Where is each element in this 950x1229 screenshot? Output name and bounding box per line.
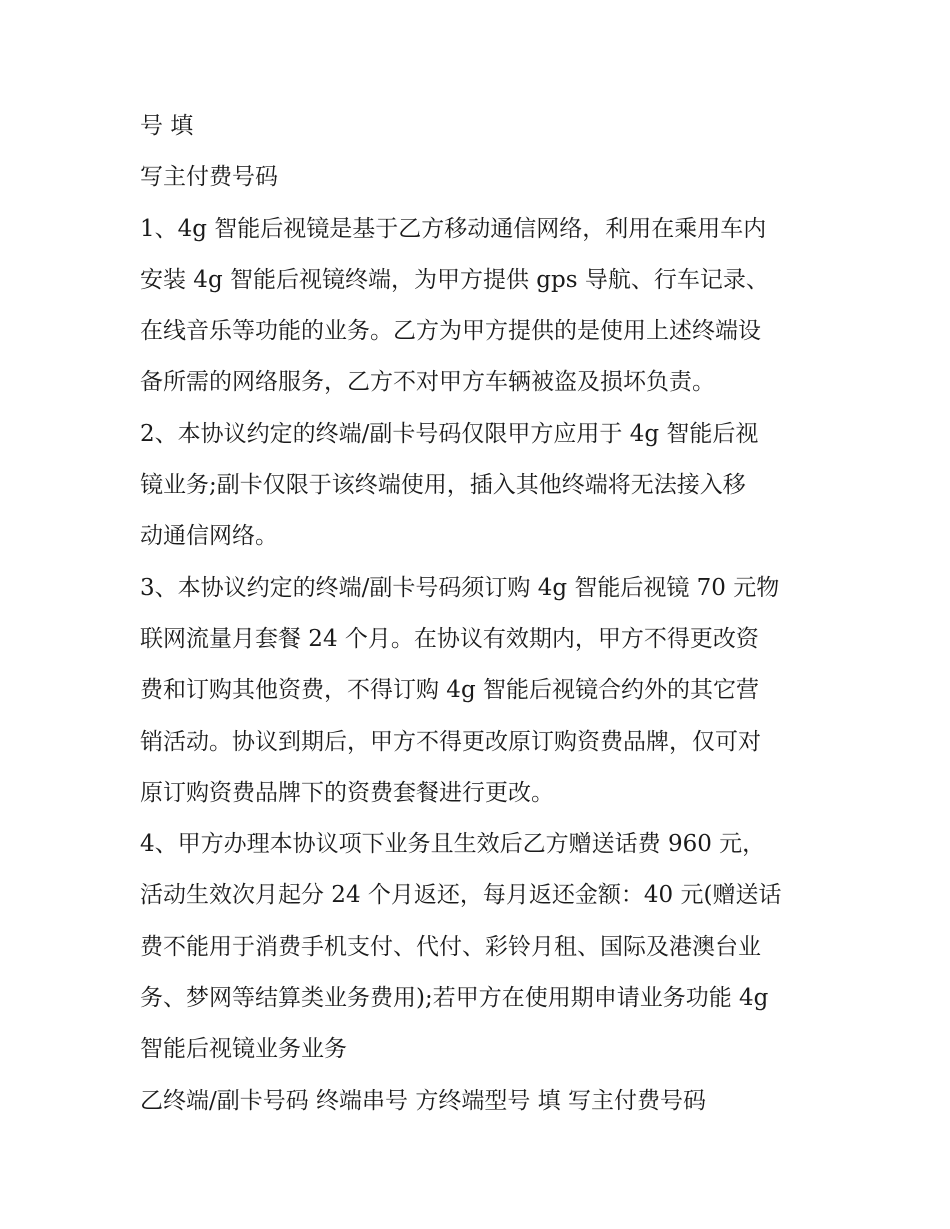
text-line-form-fragment: 乙终端/副卡号码 终端串号 方终端型号 填 写主付费号码 xyxy=(140,1087,706,1114)
clause-2-line: 动通信网络。 xyxy=(140,523,278,550)
clause-4-line: 活动生效次月起分 24 个月返还，每月返还金额：40 元(赠送话 xyxy=(140,882,782,909)
clause-4-line: 费不能用于消费手机支付、代付、彩铃月租、国际及港澳台业 xyxy=(140,933,761,960)
clause-3-line: 3、本协议约定的终端/副卡号码须订购 4g 智能后视镜 70 元物 xyxy=(140,574,780,601)
clause-1-line: 1、4g 智能后视镜是基于乙方移动通信网络，利用在乘用车内 xyxy=(140,215,767,242)
clause-3-line: 费和订购其他资费，不得订购 4g 智能后视镜合约外的其它营 xyxy=(140,677,759,704)
text-line-form-fragment: 写主付费号码 xyxy=(140,164,278,191)
clause-3-line: 联网流量月套餐 24 个月。在协议有效期内，甲方不得更改资 xyxy=(140,625,759,652)
clause-4-line: 务、梦网等结算类业务费用);若甲方在使用期申请业务功能 4g xyxy=(140,985,769,1012)
text-line-form-fragment: 号 填 xyxy=(140,113,194,139)
clause-1-line: 安装 4g 智能后视镜终端，为甲方提供 gps 导航、行车记录、 xyxy=(140,266,769,293)
clause-3-line: 销活动。协议到期后，甲方不得更改原订购资费品牌，仅可对 xyxy=(140,728,761,755)
clause-3-line: 原订购资费品牌下的资费套餐进行更改。 xyxy=(140,779,554,806)
document-body xyxy=(140,101,820,1127)
clause-2-line: 镜业务;副卡仅限于该终端使用，插入其他终端将无法接入移 xyxy=(140,472,746,499)
clause-1-line: 在线音乐等功能的业务。乙方为甲方提供的是使用上述终端设 xyxy=(140,318,761,345)
clause-2-line: 2、本协议约定的终端/副卡号码仅限甲方应用于 4g 智能后视 xyxy=(140,420,759,447)
clause-1-line: 备所需的网络服务，乙方不对甲方车辆被盗及损坏负责。 xyxy=(140,369,715,396)
clause-4-line: 智能后视镜业务业务 xyxy=(140,1036,347,1063)
clause-4-line: 4、甲方办理本协议项下业务且生效后乙方赠送话费 960 元， xyxy=(140,831,766,858)
